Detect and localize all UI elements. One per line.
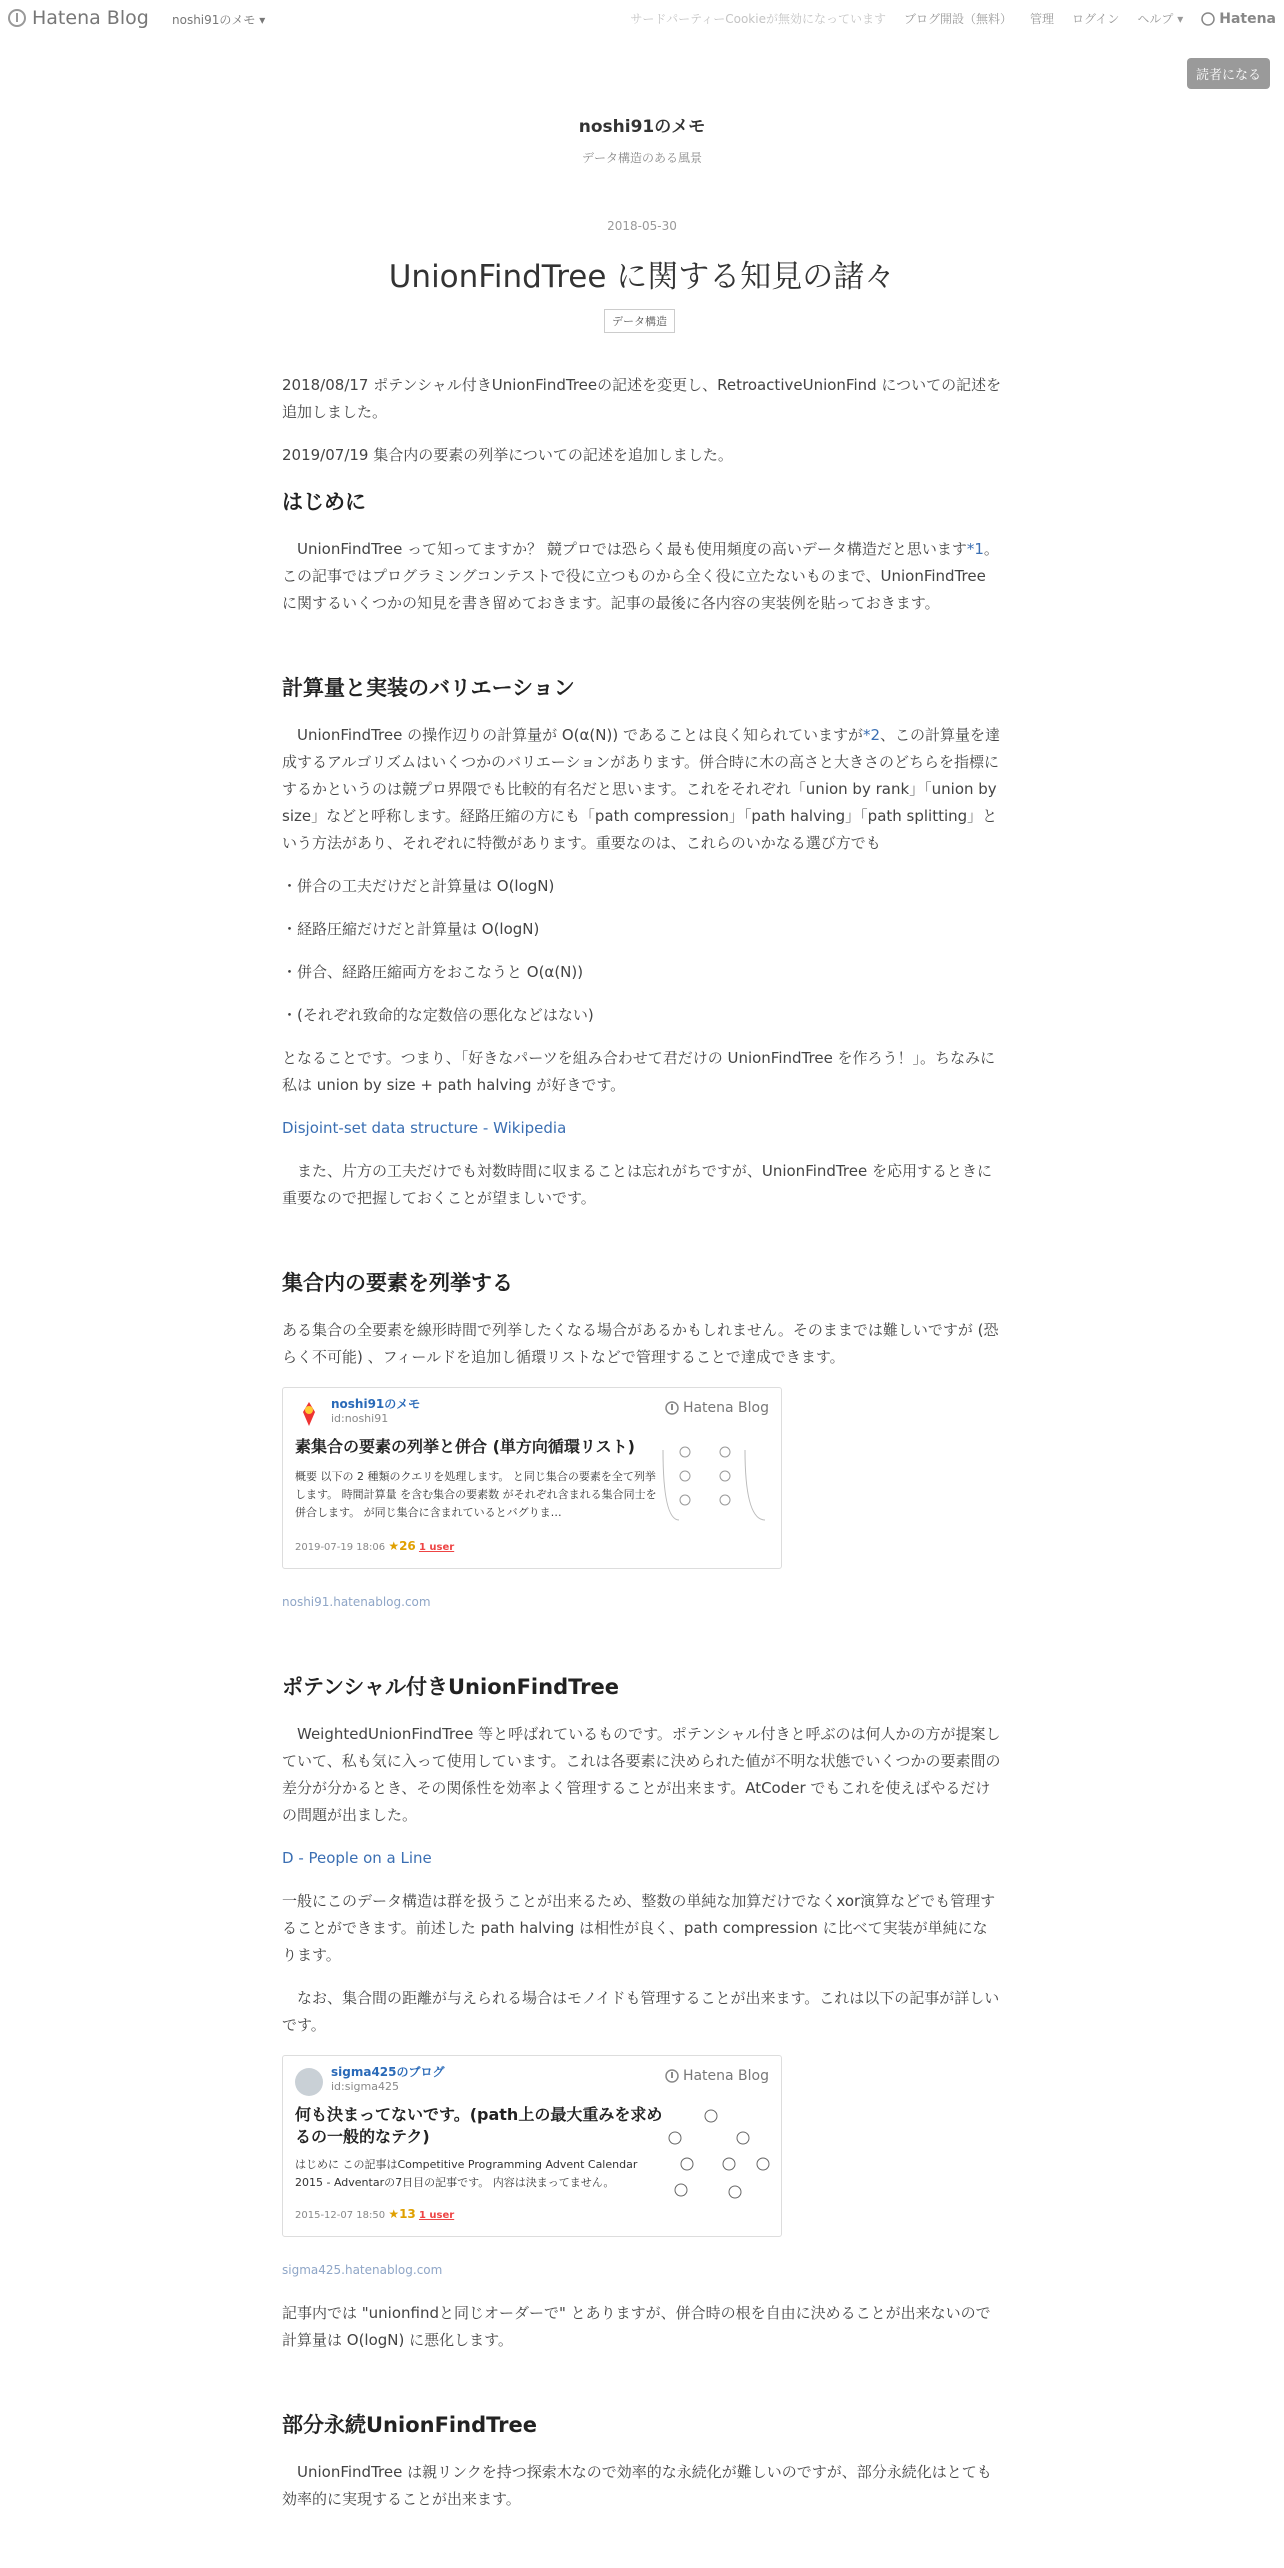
card-blog-name[interactable]: sigma425のブログ [331,2065,445,2079]
card-hatena-blog-label [665,2068,769,2084]
intro-text-b: 。この記事ではプログラミングコンテストで役に立つものから全く役に立たないものまで、UnionFindTree に関するいくつかの知見を書き留めておきます。記事の最後に各内容の実装例を貼っておきます。 [282,540,999,612]
intro-paragraph [282,536,1002,617]
wikipedia-link[interactable]: Disjoint-set data structure - Wikipedia [282,1119,567,1137]
card-stars[interactable]: ★13 [388,2207,416,2221]
hatena-blog-icon [8,9,26,27]
card-description: 概要 以下の 2 種類のクエリを処理します。 と同じ集合の要素を全て列挙します。 時間計算量 を含む集合の要素数 がそれぞれ含まれる集合同士を併合します。 が同じ集合に含まれているとバグりま… [295,1470,657,1519]
bullet-2: ・経路圧縮だけだと計算量は O(logN) [282,920,540,938]
card-thumbnail [659,1440,771,1536]
category-tag[interactable]: データ構造 [604,309,675,333]
entry-content [282,372,1002,2529]
card-thumbnail [659,2108,771,2204]
potential-paragraph-3: なお、集合間の距離が与えられる場合はモノイドも管理することが出来ます。これは以下の記事が詳しいです。 [282,1989,1000,2034]
intro-text-a: UnionFindTree って知ってますか？ 競プロでは恐らく最も使用頻度の高いデータ構造だと思います [297,540,967,558]
card-title[interactable]: 何も決まってないです。(path上の最大重みを求めるの一般的なテク) [295,2105,663,2146]
hatena-blog-icon [665,1401,679,1415]
update-note-2: 2019/07/19 集合内の要素の列挙についての記述を追加しました。 [282,446,733,464]
complexity-text-a: UnionFindTree の操作辺りの計算量が O(α(N)) であることは良く知られていますが [297,726,863,744]
card-title[interactable]: 素集合の要素の列挙と併合 (単方向循環リスト) [295,1437,635,1456]
top-bar [0,0,1284,36]
enumerate-paragraph: ある集合の全要素を線形時間で列挙したくなる場合があるかもしれません。そのままでは難しいですが (恐らく不可能) 、フィールドを追加し循環リストなどで管理することで達成できます。 [282,1321,999,1366]
blog-card-sigma425[interactable] [282,2055,782,2237]
complexity-conclusion: となることです。つまり、「好きなパーツを組み合わせて君だけの UnionFindTree を作ろう！」。ちなみに私は union by size + path halving が好きです。 [282,1049,996,1094]
complexity-note: また、片方の工夫だけでも対数時間に収まることは忘れがちですが、UnionFindTree を応用するときに重要なので把握しておくことが望ましいです。 [282,1162,992,1207]
heading-complexity: 計算量と実装のバリエーション [282,676,575,700]
footnote-1-link[interactable]: *1 [966,540,984,558]
potential-note: 記事内では "unionfindと同じオーダーで" とありますが、併合時の根を自由に決めることが出来ないので計算量は O(logN) に悪化します。 [282,2304,991,2349]
update-note-1: 2018/08/17 ポテンシャル付きUnionFindTreeの記述を変更し、RetroactiveUnionFind についての記述を追加しました。 [282,376,1002,421]
card-date: 2019-07-19 18:06 [295,1542,386,1553]
entry-title[interactable]: UnionFindTree に関する知見の諸々 [388,259,896,295]
footnote-2-link[interactable]: *2 [862,726,880,744]
card-blog-id: id:noshi91 [331,1412,389,1425]
card-users[interactable]: 1 user [418,1542,455,1553]
hatena-label: Hatena [1219,10,1276,27]
bullet-1: ・併合の工夫だけだと計算量は O(logN) [282,877,555,895]
persistent-paragraph: UnionFindTree は親リンクを持つ探索木なので効率的な永続化が難しいのですが、部分永続化はとても効率的に実現することが出来ます。 [282,2463,992,2508]
admin-link[interactable]: 管理 [1029,12,1054,26]
subscribe-button[interactable]: 読者になる [1187,58,1270,89]
avatar [295,1400,323,1428]
card-footer [295,2208,454,2222]
blog-title[interactable]: noshi91のメモ [578,117,706,137]
blog-menu[interactable]: noshi91のメモ ▾ [172,13,266,27]
card-users[interactable]: 1 user [418,2210,455,2221]
card-blog-name[interactable]: noshi91のメモ [331,1397,421,1411]
complexity-text-b: 、この計算量を達成するアルゴリズムはいくつかのバリエーションがあります。併合時に木の高さと大きさのどちらを指標にするかというのは競プロ界隈でも比較的有名だと思います。これをそれぞれ「union by rank」「union by size」などと呼称します。経路圧縮の方にも「path compression」「path halving」「path splitting」という方法があり、それぞれに特徴があります。重要なのは、これらのいかなる選び方でも [282,726,1001,852]
card-stars[interactable]: ★26 [388,1539,416,1553]
card-source-link[interactable]: sigma425.hatenablog.com [282,2263,443,2277]
card-date: 2015-12-07 18:50 [295,2210,386,2221]
blog-description: データ構造のある風景 [581,151,702,165]
card-hatena-text: Hatena Blog [682,1400,769,1416]
heading-potential: ポテンシャル付きUnionFindTree [282,1675,619,1699]
card-hatena-blog-label [665,1400,769,1416]
entry-date[interactable]: 2018-05-30 [607,219,677,233]
login-link[interactable]: ログイン [1071,12,1120,26]
logo-text: Hatena Blog [32,7,149,29]
help-menu[interactable]: ヘルプ ▾ [1137,12,1184,26]
blog-card-noshi91[interactable] [282,1387,782,1569]
hatena-icon [1201,12,1215,26]
cookie-notice[interactable]: サードパーティーCookieが無効になっています [630,12,886,26]
hatena-blog-icon [665,2069,679,2083]
card-footer [295,1540,454,1554]
mascot-icon [295,1400,323,1428]
card-source-link[interactable]: noshi91.hatenablog.com [282,1595,431,1609]
bullet-4: ・(それぞれ致命的な定数倍の悪化などはない) [282,1006,594,1024]
atcoder-problem-link[interactable]: D - People on a Line [282,1849,432,1867]
heading-enumerate: 集合内の要素を列挙する [282,1271,513,1295]
card-description: はじめに この記事はCompetitive Programming Advent Calendar 2015 - Adventarの7日目の記事です。 内容は決まってません。 [295,2158,638,2189]
complexity-paragraph [282,722,1002,857]
top-nav [630,10,1276,27]
bullet-3: ・併合、経路圧縮両方をおこなうと O(α(N)) [282,963,584,981]
potential-paragraph: WeightedUnionFindTree 等と呼ばれているものです。ポテンシャル付きと呼ぶのは何人かの方が提案していて、私も気に入って使用しています。これは各要素に決められた値が不明な状態でいくつかの要素間の差分が分かるとき、その関係性を効率よく管理することが出来ます。AtCoder でもこれを使えばやるだけの問題が出ました。 [282,1725,1001,1824]
card-hatena-text: Hatena Blog [682,2068,769,2084]
hatena-link[interactable] [1201,11,1276,27]
card-blog-id: id:sigma425 [331,2080,399,2093]
avatar [295,2068,323,2096]
open-blog-link[interactable]: ブログ開設（無料） [903,12,1012,26]
potential-paragraph-2: 一般にこのデータ構造は群を扱うことが出来るため、整数の単純な加算だけでなくxor演算などでも管理することができます。前述した path halving は相性が良く、path compression に比べて実装が単純になります。 [282,1892,996,1964]
hatena-blog-logo[interactable] [8,7,149,29]
heading-persistent: 部分永続UnionFindTree [282,2413,537,2437]
heading-intro: はじめに [282,490,366,514]
